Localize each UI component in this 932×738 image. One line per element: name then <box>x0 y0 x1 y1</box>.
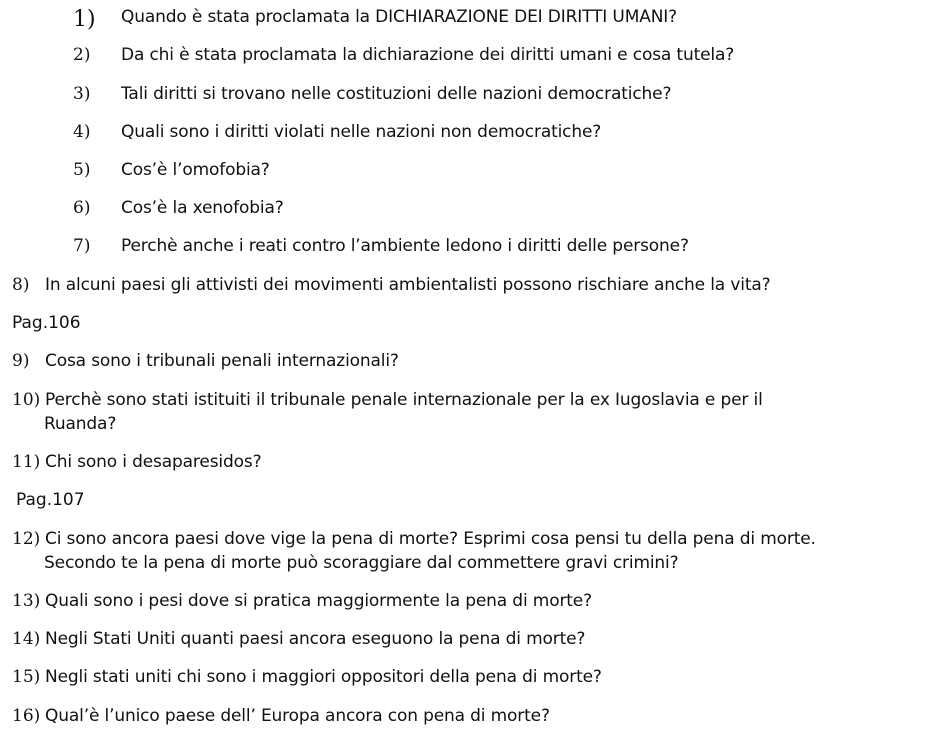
question-number: 16) <box>12 706 41 726</box>
question-text: In alcuni paesi gli attivisti dei movimenti ambientalisti possono rischiare anche la vita? <box>45 275 771 295</box>
question-number: 1) <box>73 7 96 32</box>
question-number: 13) <box>12 591 41 611</box>
question-text: Tali diritti si trovano nelle costituzioni delle nazioni democratiche? <box>121 84 672 104</box>
question-text: Cos’è la xenofobia? <box>121 198 284 218</box>
question-text: Negli stati uniti chi sono i maggiori oppositori della pena di morte? <box>45 667 602 687</box>
question-number: 8) <box>12 275 30 295</box>
question-number: 9) <box>12 351 30 371</box>
question-number: 7) <box>73 236 91 256</box>
question-number: 5) <box>73 160 91 180</box>
question-number: 6) <box>73 198 91 218</box>
question-text: Perchè anche i reati contro l’ambiente ledono i diritti delle persone? <box>121 236 689 256</box>
question-number: 3) <box>73 84 91 104</box>
page-reference: Pag.107 <box>16 490 85 510</box>
question-text: Cos’è l’omofobia? <box>121 160 270 180</box>
question-text: Cosa sono i tribunali penali internazionali? <box>45 351 399 371</box>
question-text: Quali sono i diritti violati nelle nazioni non democratiche? <box>121 122 602 142</box>
question-number: 15) <box>12 667 41 687</box>
question-text: Qual’è l’unico paese dell’ Europa ancora con pena di morte? <box>45 706 550 726</box>
question-number: 14) <box>12 629 41 649</box>
question-text: Chi sono i desaparesidos? <box>45 452 262 472</box>
question-number: 11) <box>12 452 41 472</box>
question-text: Negli Stati Uniti quanti paesi ancora eseguono la pena di morte? <box>45 629 586 649</box>
question-text-continued: Secondo te la pena di morte può scoraggiare dal commettere gravi crimini? <box>44 553 679 573</box>
question-number: 4) <box>73 122 91 142</box>
question-text: Perchè sono stati istituiti il tribunale penale internazionale per la ex Iugoslavia e per il <box>45 390 763 410</box>
page-reference: Pag.106 <box>12 313 81 333</box>
question-number: 10) <box>12 390 41 410</box>
question-number: 2) <box>73 45 91 65</box>
question-text: Quali sono i pesi dove si pratica maggiormente la pena di morte? <box>45 591 592 611</box>
question-text: Ci sono ancora paesi dove vige la pena di morte? Esprimi cosa pensi tu della pena di morte. <box>45 529 816 549</box>
question-text-continued: Ruanda? <box>44 414 117 434</box>
question-text: Quando è stata proclamata la DICHIARAZIONE DEI DIRITTI UMANI? <box>121 7 678 27</box>
question-text: Da chi è stata proclamata la dichiarazione dei diritti umani e cosa tutela? <box>121 45 735 65</box>
question-number: 12) <box>12 529 41 549</box>
